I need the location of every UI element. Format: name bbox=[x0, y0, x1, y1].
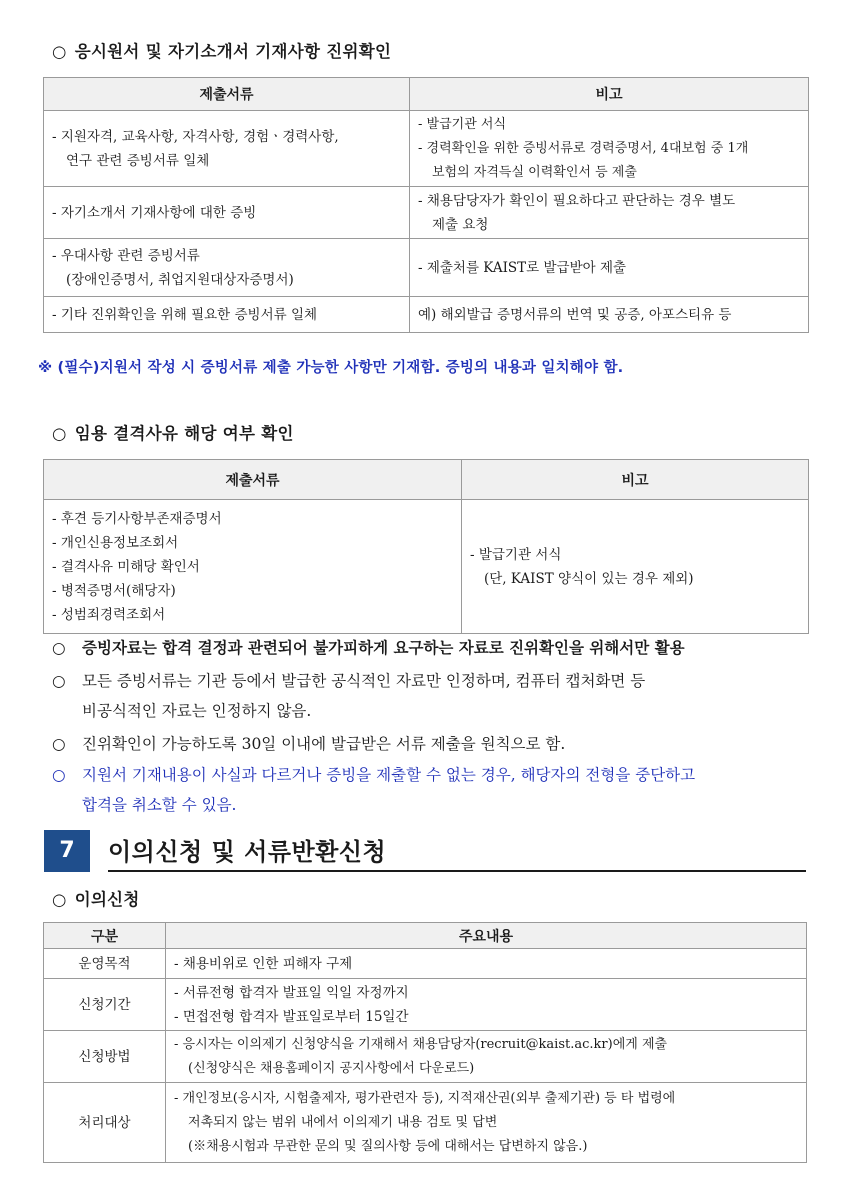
section7-title: 이의신청 및 서류반환신청 bbox=[108, 838, 387, 866]
table-row bbox=[44, 239, 809, 297]
table-row bbox=[44, 500, 809, 634]
cell-line: - 지원자격, 교육사항, 자격사항, 경험ㆍ경력사항, bbox=[52, 128, 339, 145]
bullet-line: 증빙자료는 합격 결정과 관련되어 불가피하게 요구하는 자료로 진위확인을 위해서만 활용 bbox=[82, 639, 685, 657]
cell-line: - 제출처를 KAIST로 발급받아 제출 bbox=[418, 259, 627, 276]
bullet-line: 진위확인이 가능하도록 30일 이내에 발급받은 서류 제출을 원칙으로 함. bbox=[82, 735, 566, 753]
verify-header-remarks: 비고 bbox=[410, 78, 809, 111]
bullet-evidence-usage bbox=[52, 633, 817, 663]
row-label: 신청방법 bbox=[44, 1031, 166, 1083]
table-row bbox=[44, 979, 807, 1031]
objection-header-content: 주요내용 bbox=[166, 923, 807, 949]
section-disqual-title: 임용 결격사유 해당 여부 확인 bbox=[74, 424, 294, 443]
cell-line: - 응시자는 이의제기 신청양식을 기재해서 채용담당자(recruit@kaist.ac.kr)에게 제출 bbox=[174, 1036, 668, 1052]
required-note: ※ (필수)지원서 작성 시 증빙서류 제출 가능한 사항만 기재함. 증빙의 내용과 일치해야 함. bbox=[38, 360, 624, 376]
circle-bullet-icon: ○ bbox=[52, 766, 66, 784]
cell-line: - 기타 진위확인을 위해 필요한 증빙서류 일체 bbox=[52, 306, 318, 323]
circle-bullet-icon: ○ bbox=[52, 424, 67, 443]
cell-line: 연구 관련 증빙서류 일체 bbox=[66, 152, 210, 169]
bullet-line: 비공식적인 자료는 인정하지 않음. bbox=[82, 702, 312, 720]
objection-title: 이의신청 bbox=[74, 890, 140, 909]
verify-row2-remarks bbox=[410, 187, 809, 239]
row-content bbox=[166, 1083, 807, 1163]
cell-line: - 경력확인을 위한 증빙서류로 경력증명서, 4대보험 중 1개 bbox=[418, 140, 749, 156]
cell-line: - 발급기관 서식 bbox=[470, 546, 562, 563]
circle-bullet-icon: ○ bbox=[52, 735, 66, 753]
cell-line: (신청양식은 채용홈페이지 공지사항에서 다운로드) bbox=[188, 1060, 475, 1076]
cell-line: - 개인신용정보조회서 bbox=[52, 534, 179, 551]
bullet-line: 모든 증빙서류는 기관 등에서 발급한 공식적인 자료만 인정하며, 컴퓨터 캡처화면 등 bbox=[82, 672, 646, 690]
cell-line: - 우대사항 관련 증빙서류 bbox=[52, 247, 200, 264]
disqual-table bbox=[43, 459, 809, 634]
table-row bbox=[44, 1083, 807, 1163]
row-label: 운영목적 bbox=[44, 949, 166, 979]
cell-line: (장애인증명서, 취업지원대상자증명서) bbox=[66, 271, 294, 288]
cell-line: - 결격사유 미해당 확인서 bbox=[52, 558, 200, 575]
bullet-30-days bbox=[52, 729, 817, 759]
cell-line: (단, KAIST 양식이 있는 경우 제외) bbox=[484, 570, 694, 587]
cell-line: - 후견 등기사항부존재증명서 bbox=[52, 510, 222, 527]
cell-line: (※채용시험과 무관한 문의 및 질의사항 등에 대해서는 답변하지 않음.) bbox=[188, 1138, 588, 1154]
verify-table bbox=[43, 77, 809, 333]
verify-row4-docs bbox=[44, 297, 410, 333]
verify-row1-remarks bbox=[410, 111, 809, 187]
row-label: 신청기간 bbox=[44, 979, 166, 1031]
cell-line: - 서류전형 합격자 발표일 익일 자정까지 bbox=[174, 984, 409, 1001]
cell-line: - 채용비위로 인한 피해자 구제 bbox=[174, 955, 353, 972]
disqual-header-remarks: 비고 bbox=[462, 460, 809, 500]
cell-line: 예) 해외발급 증명서류의 번역 및 공증, 아포스티유 등 bbox=[418, 306, 732, 323]
objection-header-category: 구분 bbox=[44, 923, 166, 949]
cell-line: 제출 요청 bbox=[432, 216, 489, 233]
disqual-docs bbox=[44, 500, 462, 634]
verify-header-docs: 제출서류 bbox=[44, 78, 410, 111]
verify-row2-docs bbox=[44, 187, 410, 239]
cell-line: - 채용담당자가 확인이 필요하다고 판단하는 경우 별도 bbox=[418, 192, 736, 209]
verify-row1-docs bbox=[44, 111, 410, 187]
objection-table bbox=[43, 922, 807, 1163]
section-verify-heading bbox=[52, 38, 391, 62]
row-content bbox=[166, 949, 807, 979]
disqual-header-docs: 제출서류 bbox=[44, 460, 462, 500]
row-content bbox=[166, 1031, 807, 1083]
table-row bbox=[44, 187, 809, 239]
cell-line: - 성범죄경력조회서 bbox=[52, 606, 166, 623]
circle-bullet-icon: ○ bbox=[52, 639, 66, 657]
circle-bullet-icon: ○ bbox=[52, 42, 67, 61]
table-row bbox=[44, 297, 809, 333]
verify-row4-remarks bbox=[410, 297, 809, 333]
cell-line: 저촉되지 않는 범위 내에서 이의제기 내용 검토 및 답변 bbox=[188, 1114, 498, 1130]
circle-bullet-icon: ○ bbox=[52, 672, 66, 690]
cell-line: - 병적증명서(해당자) bbox=[52, 582, 176, 599]
table-row bbox=[44, 111, 809, 187]
verify-row3-remarks bbox=[410, 239, 809, 297]
bullet-official-docs bbox=[52, 666, 817, 726]
row-label: 처리대상 bbox=[44, 1083, 166, 1163]
cell-line: - 개인정보(응시자, 시험출제자, 평가관련자 등), 지적재산권(외부 출제기관) 등 타 법령에 bbox=[174, 1090, 676, 1106]
section-disqual-heading bbox=[52, 420, 294, 444]
section-verify-title: 응시원서 및 자기소개서 기재사항 진위확인 bbox=[74, 42, 392, 61]
section-divider bbox=[108, 870, 806, 872]
cell-line: - 발급기관 서식 bbox=[418, 116, 507, 132]
table-row bbox=[44, 1031, 807, 1083]
verify-row3-docs bbox=[44, 239, 410, 297]
objection-heading bbox=[52, 886, 140, 910]
disqual-remarks bbox=[462, 500, 809, 634]
row-content bbox=[166, 979, 807, 1031]
bullet-cancel-pass bbox=[52, 760, 817, 820]
bullet-line: 지원서 기재내용이 사실과 다르거나 증빙을 제출할 수 없는 경우, 해당자의 전형을 중단하고 bbox=[82, 766, 696, 784]
cell-line: 보험의 자격득실 이력확인서 등 제출 bbox=[432, 164, 637, 180]
cell-line: - 자기소개서 기재사항에 대한 증빙 bbox=[52, 204, 257, 221]
section-number-badge: 7 bbox=[44, 830, 90, 872]
circle-bullet-icon: ○ bbox=[52, 890, 67, 909]
cell-line: - 면접전형 합격자 발표일로부터 15일간 bbox=[174, 1008, 409, 1025]
bullet-line: 합격을 취소할 수 있음. bbox=[82, 796, 237, 814]
table-row bbox=[44, 949, 807, 979]
